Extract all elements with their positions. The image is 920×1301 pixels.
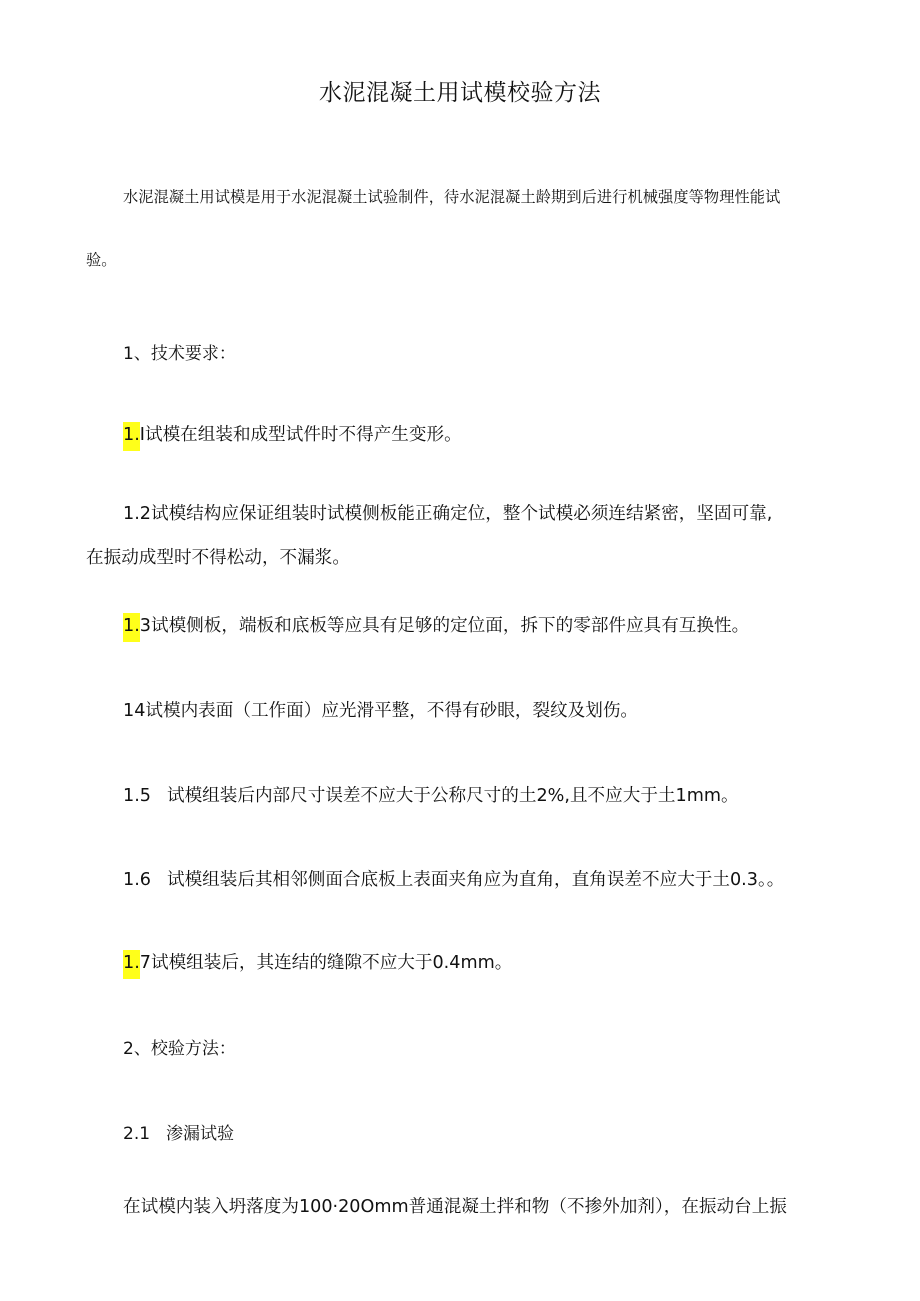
item-1-5-num: 1.5 [123,786,151,806]
item-2-1-num: 2.1 [123,1124,151,1144]
highlight-mark: 1. [123,422,140,451]
section-heading-2: 2、校验方法： [123,1039,236,1059]
item-1-7-text: 7试模组装后，其连结的缝隙不应大于0.4mm。 [139,953,513,973]
item-1-6-num: 1.6 [123,870,151,890]
item-1-2-line1: 1.2试模结构应保证组装时试模侧板能正确定位，整个试模必须连结紧密，坚固可靠, [123,504,773,524]
item-2-1-paragraph: 在试模内装入坍落度为100·20Omm普通混凝土拌和物（不掺外加剂），在振动台上振 [123,1197,787,1217]
item-1-3-text: 3试模侧板，端板和底板等应具有足够的定位面，拆下的零部件应具有互换性。 [139,616,750,636]
intro-paragraph-line2: 验。 [86,251,117,269]
item-1-1 [123,421,462,446]
item-2-1-heading [123,1119,234,1144]
item-1-3 [123,612,749,637]
section-heading-1: 1、技术要求： [123,344,236,364]
item-1-5-text: 试模组装后内部尺寸误差不应大于公称尺寸的土2%,且不应大于土1mm。 [166,786,739,806]
item-1-7 [123,949,512,974]
item-1-4: 14试模内表面（工作面）应光滑平整，不得有砂眼，裂纹及划伤。 [123,701,639,721]
highlight-mark: 1. [123,950,140,979]
intro-paragraph-line1: 水泥混凝土用试模是用于水泥混凝土试验制件，待水泥混凝土龄期到后进行机械强度等物理性能试 [123,188,781,206]
item-1-6 [123,866,784,891]
doc-title: 水泥混凝土用试模校验方法 [319,80,601,106]
item-1-6-text: 试模组装后其相邻侧面合底板上表面夹角应为直角，直角误差不应大于土0.3。。 [166,870,785,890]
item-1-5 [123,782,739,807]
item-1-2-line2: 在振动成型时不得松动，不漏浆。 [86,548,350,568]
highlight-mark: 1. [123,613,140,642]
item-2-1-title: 渗漏试验 [166,1124,235,1144]
item-1-1-text: I试模在组装和成型试件时不得产生变形。 [139,425,462,445]
